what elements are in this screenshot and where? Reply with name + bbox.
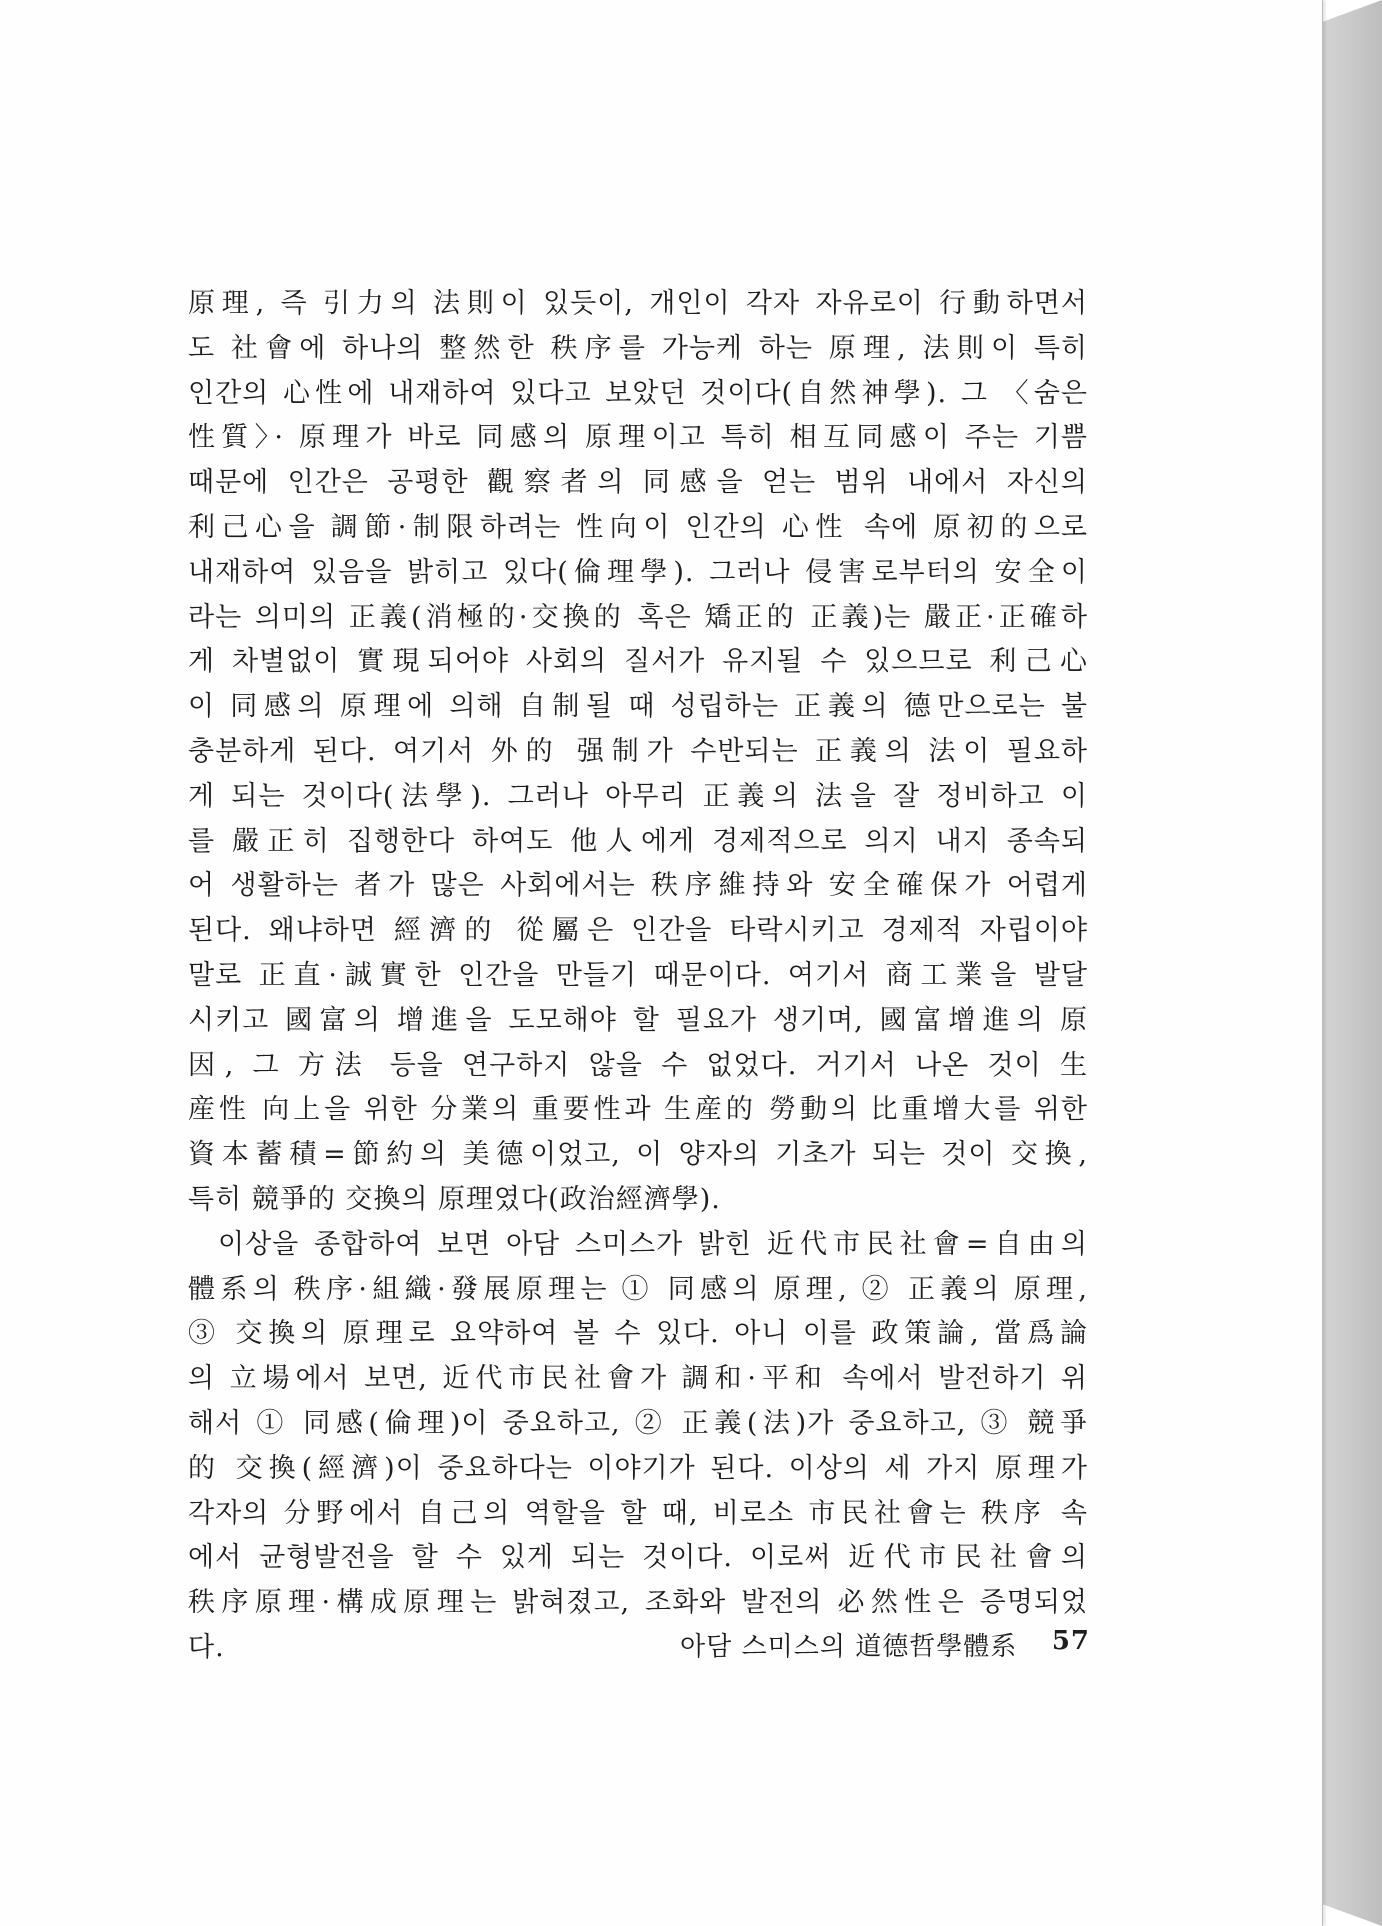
text-line: ③ 交換의 原理로 요약하여 볼 수 있다. 아니 이를 政策論, 當爲論 (188, 1318, 1088, 1350)
text-line: 라는 의미의 正義(消極的·交換的 혹은 矯正的 正義)는 嚴正·正確하 (188, 601, 1088, 633)
text-line: 原理, 즉 引力의 法則이 있듯이, 개인이 각자 자유로이 行動하면서 (188, 288, 1088, 319)
text-line: 인간의 心性에 내재하여 있다고 보았던 것이다(自然神學). 그 〈숨은 (188, 377, 1088, 409)
paragraph-1 (188, 282, 1088, 1223)
text-line: 이 同感의 原理에 의해 自制될 때 성립하는 正義의 德만으로는 불 (188, 691, 1088, 723)
text-line: 的 交換(經濟)이 중요하다는 이야기가 된다. 이상의 세 가지 原理가 (188, 1452, 1088, 1484)
text-line: 因, 그 方法 등을 연구하지 않을 수 없었다. 거기서 나온 것이 生 (188, 1049, 1088, 1081)
page-number: 57 (1051, 1626, 1090, 1656)
page-footer (680, 1626, 1090, 1663)
text-line: 産性 向上을 위한 分業의 重要性과 生産的 勞動의 比重增大를 위한 (188, 1094, 1088, 1126)
text-line: 이상을 종합하여 보면 아담 스미스가 밝힌 近代市民社會=自由의 (218, 1228, 1088, 1260)
text-line: 의 立場에서 보면, 近代市民社會가 調和·平和 속에서 발전하기 위 (188, 1363, 1088, 1395)
text-line: 게 차별없이 實現되어야 사회의 질서가 유지될 수 있으므로 利己心 (188, 646, 1088, 678)
text-line: 어 생활하는 者가 많은 사회에서는 秩序維持와 安全確保가 어렵게 (188, 870, 1088, 902)
text-line: 충분하게 된다. 여기서 外的 强制가 수반되는 正義의 法이 필요하 (188, 735, 1088, 767)
text-line: 에서 균형발전을 할 수 있게 되는 것이다. 이로써 近代市民社會의 (188, 1542, 1088, 1574)
text-line: 각자의 分野에서 自己의 역할을 할 때, 비로소 市民社會는 秩序 속 (188, 1497, 1088, 1529)
text-line: 된다. 왜냐하면 經濟的 從屬은 인간을 타락시키고 경제적 자립이야 (188, 915, 1088, 947)
paragraph-2 (188, 1223, 1088, 1671)
text-line: 게 되는 것이다(法學). 그러나 아무리 正義의 法을 잘 정비하고 이 (188, 780, 1088, 812)
text-line: 利己心을 調節·制限하려는 性向이 인간의 心性 속에 原初的으로 (188, 511, 1088, 543)
text-line: 資本蓄積=節約의 美德이었고, 이 양자의 기초가 되는 것이 交換, (188, 1139, 1088, 1171)
text-line: 體系의 秩序·組織·發展原理는 ① 同感의 原理, ② 正義의 原理, (188, 1273, 1088, 1305)
body-text (188, 282, 1088, 1671)
text-line: 性質〉· 原理가 바로 同感의 原理이고 특히 相互同感이 주는 기쁨 (188, 422, 1088, 454)
page-stack-edge (1322, 0, 1382, 1926)
text-line: 를 嚴正히 집행한다 하여도 他人에게 경제적으로 의지 내지 종속되 (188, 825, 1088, 857)
text-line: 말로 正直·誠實한 인간을 만들기 때문이다. 여기서 商工業을 발달 (188, 959, 1088, 991)
text-line: 도 社會에 하나의 整然한 秩序를 가능케 하는 原理, 法則이 특히 (188, 332, 1088, 364)
text-line: 해서 ① 同感(倫理)이 중요하고, ② 正義(法)가 중요하고, ③ 競爭 (188, 1407, 1088, 1439)
text-line: 내재하여 있음을 밝히고 있다(倫理學). 그러나 侵害로부터의 安全이 (188, 556, 1088, 588)
text-line: 특히 競爭的 交換의 原理였다(政治經濟學). (188, 1183, 721, 1215)
text-line: 秩序原理·構成原理는 밝혀졌고, 조화와 발전의 必然性은 증명되었 (188, 1587, 1088, 1619)
text-line: 때문에 인간은 공평한 觀察者의 同感을 얻는 범위 내에서 자신의 (188, 467, 1088, 499)
text-line: 다. (188, 1631, 225, 1663)
text-line: 시키고 國富의 增進을 도모해야 할 필요가 생기며, 國富增進의 原 (188, 1004, 1088, 1036)
running-title: 아담 스미스의 道德哲學體系 (680, 1632, 1018, 1662)
